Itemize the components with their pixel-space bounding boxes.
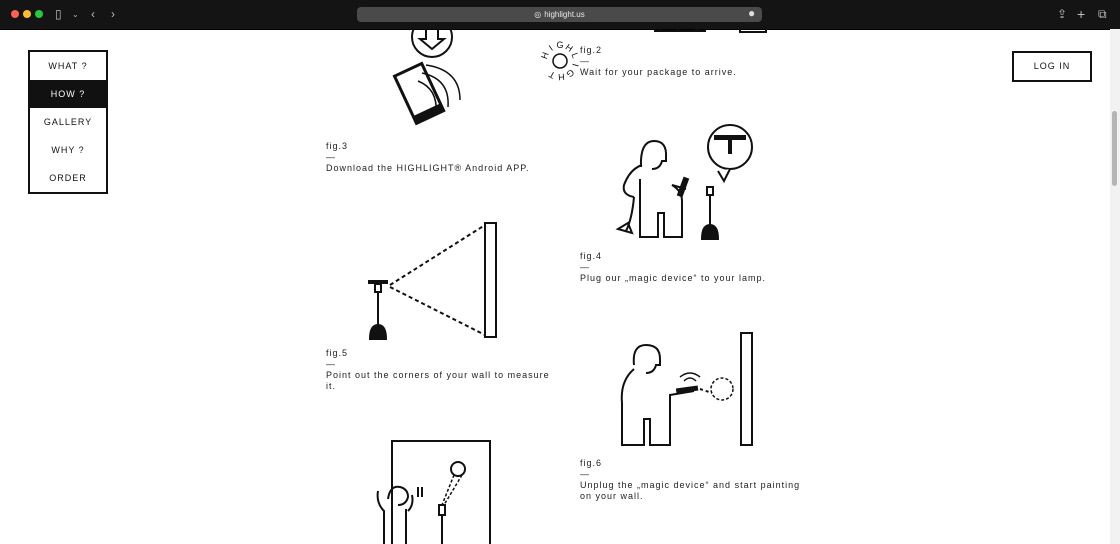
login-button[interactable]: LOG IN <box>1012 51 1092 82</box>
logo-letter: G <box>564 67 577 80</box>
zoom-window-button[interactable] <box>35 10 43 18</box>
lamp-measuring-wall-illustration <box>366 219 502 345</box>
person-painting-wall-illustration <box>614 329 764 451</box>
section-nav <box>28 50 108 194</box>
caption-text: Unplug the „magic device“ and start painting on your wall. <box>580 480 801 501</box>
nav-item-what[interactable]: WHAT ? <box>48 61 88 71</box>
forward-icon[interactable]: › <box>111 7 115 21</box>
step-caption-fig3 <box>326 141 566 174</box>
caption-dash: — <box>580 262 590 272</box>
minimize-window-button[interactable] <box>23 10 31 18</box>
figure-number: fig.4 <box>580 251 603 261</box>
nav-item-order[interactable]: ORDER <box>49 173 87 183</box>
caption-text: Download the HIGHLIGHT® Android APP. <box>326 163 530 173</box>
logo-letter: T <box>547 69 557 81</box>
person-with-projector-illustration <box>370 439 494 544</box>
nav-item-why[interactable]: WHY ? <box>51 145 85 155</box>
logo-letter: G <box>556 40 564 50</box>
chevron-down-icon[interactable]: ⌄ <box>72 10 79 19</box>
caption-dash: — <box>326 152 336 162</box>
logo-letter: L <box>569 51 581 60</box>
logo-letter: I <box>570 62 581 68</box>
logo-letter: H <box>563 41 575 54</box>
figure-number: fig.6 <box>580 458 603 468</box>
step-caption-fig2 <box>580 45 800 78</box>
caption-dash: — <box>580 56 590 66</box>
caption-dash: — <box>326 359 336 369</box>
person-plugging-device-illustration <box>612 121 762 251</box>
caption-text: Plug our „magic device“ to your lamp. <box>580 273 767 283</box>
scrollbar[interactable] <box>1110 29 1120 544</box>
tab-overview-icon[interactable]: ⧉ <box>1098 7 1107 21</box>
address-bar[interactable] <box>357 7 762 22</box>
figure-number: fig.2 <box>580 45 603 55</box>
page-content <box>0 29 1120 544</box>
scrollbar-thumb[interactable] <box>1112 111 1117 186</box>
logo-letter: I <box>546 43 555 53</box>
caption-text: Wait for your package to arrive. <box>580 67 737 77</box>
close-window-button[interactable] <box>11 10 19 18</box>
address-bar-url: highlight.us <box>544 10 585 19</box>
browser-toolbar <box>0 0 1120 30</box>
step-caption-fig6 <box>580 458 802 502</box>
step-caption-fig4 <box>580 251 800 284</box>
nav-item-gallery[interactable]: GALLERY <box>43 117 93 127</box>
more-options-icon[interactable]: ● <box>748 6 756 20</box>
figure-number: fig.3 <box>326 141 349 151</box>
globe-icon: ◎ <box>534 10 542 19</box>
caption-dash: — <box>580 469 590 479</box>
logo-letter: H <box>557 71 566 83</box>
sidebar-icon[interactable]: ▯ <box>55 7 62 21</box>
highlight-sun-logo <box>538 39 582 83</box>
caption-text: Point out the corners of your wall to measure it. <box>326 370 550 391</box>
nav-item-how[interactable]: HOW ? <box>30 80 106 108</box>
step-caption-fig5 <box>326 348 552 392</box>
new-tab-icon[interactable]: + <box>1077 6 1086 22</box>
package-illustration <box>650 29 770 35</box>
share-icon[interactable]: ⇪ <box>1057 7 1068 21</box>
phone-app-illustration <box>380 29 470 137</box>
figure-number: fig.5 <box>326 348 349 358</box>
back-icon[interactable]: ‹ <box>91 7 95 21</box>
logo-letter: H <box>539 50 551 61</box>
